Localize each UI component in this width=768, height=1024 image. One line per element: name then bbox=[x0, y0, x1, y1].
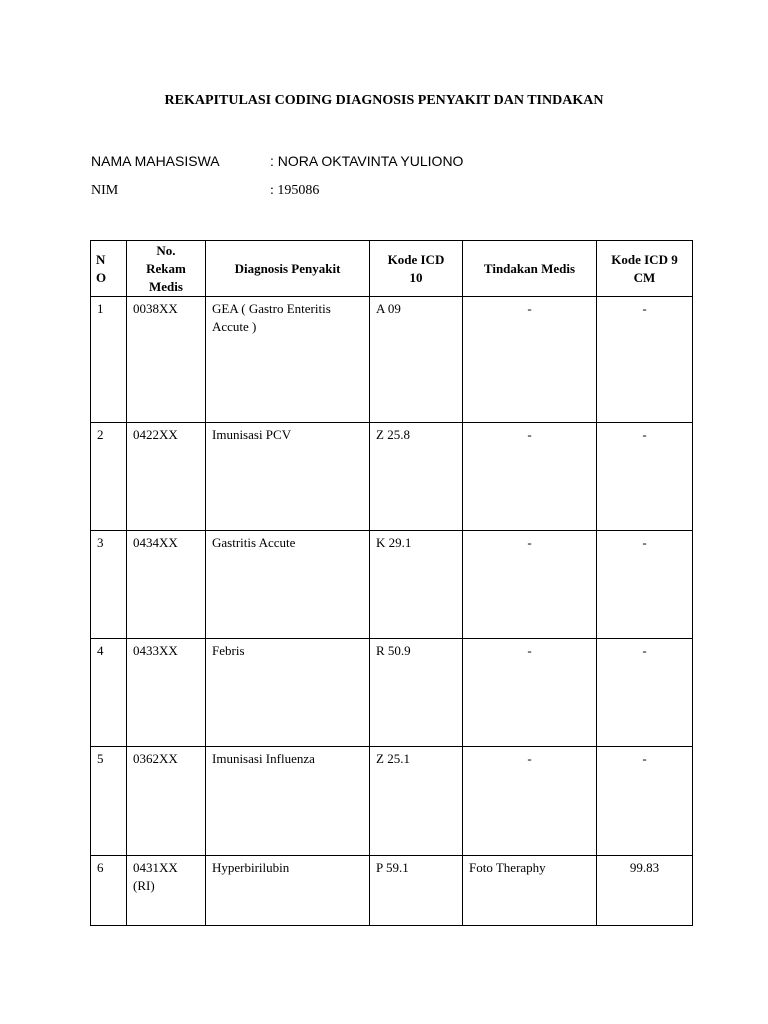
header-icd9-line2: CM bbox=[633, 269, 656, 285]
table-row bbox=[91, 747, 693, 856]
diagnosis-line1: Imunisasi Influenza bbox=[212, 751, 315, 766]
student-nim-label: NIM bbox=[91, 183, 119, 198]
cell-tindakan: Foto Theraphy bbox=[463, 856, 597, 926]
header-no bbox=[91, 241, 127, 297]
coding-recap-table bbox=[90, 240, 693, 926]
table-row bbox=[91, 297, 693, 423]
cell-rekam-medis bbox=[127, 531, 206, 639]
rekam-medis-number: 0434XX bbox=[133, 535, 178, 550]
header-icd10 bbox=[370, 241, 463, 297]
table-row bbox=[91, 639, 693, 747]
cell-no: 5 bbox=[91, 747, 127, 856]
cell-no: 4 bbox=[91, 639, 127, 747]
cell-icd10: P 59.1 bbox=[370, 856, 463, 926]
table-row bbox=[91, 531, 693, 639]
cell-diagnosis bbox=[206, 639, 370, 747]
header-tindakan: Tindakan Medis bbox=[463, 241, 597, 297]
header-no-line1: N bbox=[96, 251, 106, 267]
cell-tindakan: - bbox=[463, 747, 597, 856]
rekam-medis-number: 0038XX bbox=[133, 301, 178, 316]
cell-rekam-medis bbox=[127, 747, 206, 856]
cell-tindakan: - bbox=[463, 639, 597, 747]
header-rekam-line1: No. bbox=[156, 242, 176, 258]
header-rekam-line2: Rekam bbox=[146, 260, 186, 276]
cell-icd10: K 29.1 bbox=[370, 531, 463, 639]
cell-icd9: - bbox=[597, 297, 693, 423]
rekam-medis-number: 0362XX bbox=[133, 751, 178, 766]
rekam-medis-number: 0433XX bbox=[133, 643, 178, 658]
cell-icd10: Z 25.8 bbox=[370, 423, 463, 531]
cell-rekam-medis bbox=[127, 297, 206, 423]
cell-tindakan: - bbox=[463, 531, 597, 639]
header-diagnosis: Diagnosis Penyakit bbox=[206, 241, 370, 297]
header-rekam-medis bbox=[127, 241, 206, 297]
cell-icd10: A 09 bbox=[370, 297, 463, 423]
header-rekam-line3: Medis bbox=[149, 278, 183, 294]
diagnosis-line1: Gastritis Accute bbox=[212, 535, 296, 550]
cell-icd9: 99.83 bbox=[597, 856, 693, 926]
cell-diagnosis bbox=[206, 423, 370, 531]
diagnosis-line1: Febris bbox=[212, 643, 245, 658]
student-name-label: NAMA MAHASISWA bbox=[91, 153, 220, 169]
header-icd10-line1: Kode ICD bbox=[387, 251, 445, 267]
rekam-medis-number: 0422XX bbox=[133, 427, 178, 442]
rekam-medis-note: (RI) bbox=[133, 878, 155, 893]
cell-tindakan: - bbox=[463, 423, 597, 531]
cell-icd9: - bbox=[597, 639, 693, 747]
diagnosis-line2: Accute ) bbox=[212, 319, 257, 334]
diagnosis-line1: GEA ( Gastro Enteritis bbox=[212, 301, 331, 316]
cell-no: 6 bbox=[91, 856, 127, 926]
table-header-row bbox=[91, 241, 693, 297]
table-row bbox=[91, 856, 693, 926]
header-no-line2: O bbox=[96, 269, 107, 285]
cell-diagnosis bbox=[206, 856, 370, 926]
cell-rekam-medis bbox=[127, 639, 206, 747]
cell-diagnosis bbox=[206, 747, 370, 856]
cell-diagnosis bbox=[206, 531, 370, 639]
diagnosis-line1: Hyperbirilubin bbox=[212, 860, 290, 875]
header-icd9 bbox=[597, 241, 693, 297]
cell-rekam-medis bbox=[127, 856, 206, 926]
header-icd9-line1: Kode ICD 9 bbox=[611, 251, 678, 267]
cell-icd9: - bbox=[597, 747, 693, 856]
student-nim-value: : 195086 bbox=[270, 183, 320, 198]
cell-icd9: - bbox=[597, 531, 693, 639]
cell-icd10: Z 25.1 bbox=[370, 747, 463, 856]
document-title: REKAPITULASI CODING DIAGNOSIS PENYAKIT DAN TINDAKAN bbox=[164, 93, 604, 108]
student-name-value: : NORA OKTAVINTA YULIONO bbox=[270, 153, 464, 169]
diagnosis-line1: Imunisasi PCV bbox=[212, 427, 292, 442]
rekam-medis-number: 0431XX bbox=[133, 860, 178, 875]
table-row bbox=[91, 423, 693, 531]
cell-rekam-medis bbox=[127, 423, 206, 531]
cell-no: 2 bbox=[91, 423, 127, 531]
cell-tindakan: - bbox=[463, 297, 597, 423]
cell-icd9: - bbox=[597, 423, 693, 531]
cell-no: 3 bbox=[91, 531, 127, 639]
cell-icd10: R 50.9 bbox=[370, 639, 463, 747]
cell-no: 1 bbox=[91, 297, 127, 423]
header-icd10-line2: 10 bbox=[409, 269, 423, 285]
cell-diagnosis bbox=[206, 297, 370, 423]
